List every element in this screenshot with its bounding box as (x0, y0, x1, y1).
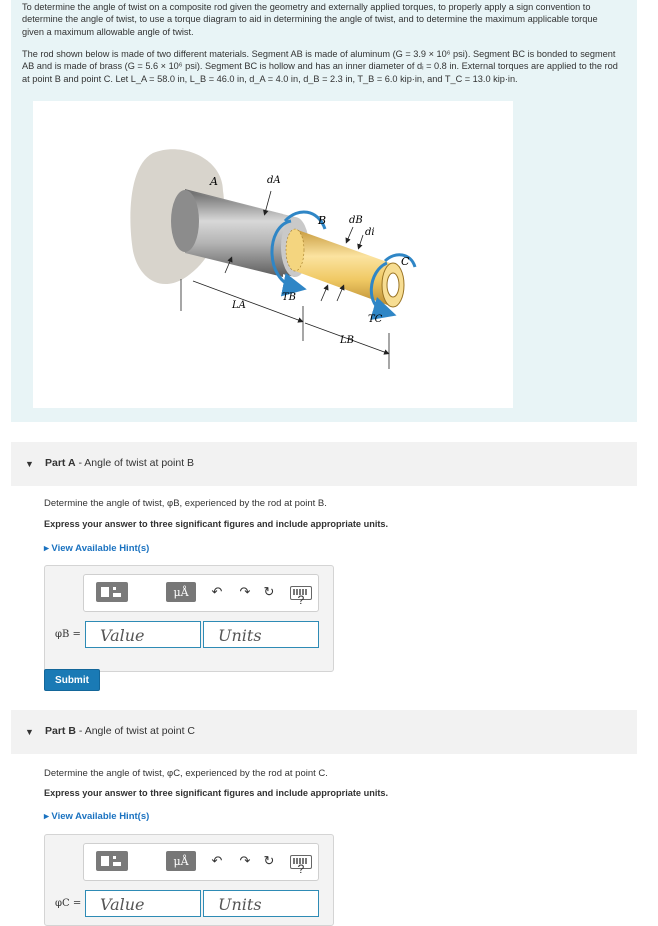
part-a-submit-button[interactable]: Submit (44, 669, 100, 691)
part-b-hints-label: View Available Hint(s) (51, 811, 150, 822)
part-a-answer-box (44, 565, 334, 672)
part-a-units-input[interactable]: Units (203, 621, 319, 648)
composite-rod-figure (33, 101, 513, 408)
part-b-math-toolbar (83, 843, 319, 881)
templates-icon[interactable] (96, 851, 128, 871)
collapse-triangle-icon[interactable]: ▼ (25, 727, 34, 737)
phi-b-label: φB = (55, 629, 81, 640)
disclosure-triangle-icon: ▸ (44, 811, 49, 822)
collapse-triangle-icon[interactable]: ▼ (25, 459, 34, 469)
label-db: dB (349, 215, 363, 226)
part-a-hints-link[interactable] (44, 543, 149, 554)
help-icon[interactable]: ? (297, 862, 305, 876)
part-a-instruction: Express your answer to three significant figures and include appropriate units. (44, 519, 389, 529)
label-tb: TB (282, 292, 297, 303)
templates-icon[interactable] (96, 582, 128, 602)
part-b-header[interactable] (11, 710, 637, 754)
part-b-answer-box (44, 834, 334, 926)
label-tc: TC (368, 314, 383, 325)
part-a-hints-label: View Available Hint(s) (51, 543, 150, 554)
part-a-header[interactable] (11, 442, 637, 486)
intro-objective: To determine the angle of twist on a composite rod given the geometry and externally applied torques, to properly apply a sign convention to determine the angle of twist, to use a torque diagram to aid in determining the angle of twist, and to determine the maximum applicable torque given a maximum allowable angle of twist. (22, 2, 598, 37)
label-a: A (210, 175, 218, 188)
label-di: di (365, 227, 375, 238)
part-b-hints-link[interactable] (44, 811, 149, 822)
part-a-title: - Angle of twist at point B (78, 457, 195, 469)
part-a-math-toolbar (83, 574, 319, 612)
part-b-value-input[interactable]: Value (85, 890, 201, 917)
label-da: dA (267, 175, 281, 186)
help-icon[interactable]: ? (297, 593, 305, 607)
part-b-prefix: Part B (45, 725, 76, 737)
label-b: B (318, 214, 327, 227)
intro-problem-statement: The rod shown below is made of two different materials. Segment AB is made of aluminum (G = 3.9 × 10⁶ psi). Segment BC is bonded to segment AB and is made of brass (G = 5.6 × 10⁶ psi). Segment BC is hollow and has an inner diameter of dᵢ = 0.8 in. External torques are applied to the rod at point B and point C. Let L_A = 58.0 in, L_B = 46.0 in, d_A = 4.0 in, d_B = 2.3 in, T_B = 6.0 kip·in, and T_C = 13.0 kip·in. (22, 49, 618, 84)
part-b-question: Determine the angle of twist, φC, experienced by the rod at point C. (44, 768, 328, 779)
undo-icon[interactable]: ↶ (211, 853, 223, 868)
part-a-value-input[interactable]: Value (85, 621, 201, 648)
label-lb: LB (340, 335, 354, 346)
redo-icon[interactable]: ↷ (239, 584, 251, 599)
part-a-prefix: Part A (45, 457, 76, 469)
problem-intro (11, 0, 637, 422)
segment-bc-brass (286, 229, 404, 307)
units-symbol-button[interactable]: μÅ (166, 851, 196, 871)
redo-icon[interactable]: ↷ (239, 853, 251, 868)
part-b-instruction: Express your answer to three significant figures and include appropriate units. (44, 788, 389, 798)
phi-c-label: φC = (55, 898, 82, 909)
disclosure-triangle-icon: ▸ (44, 543, 49, 554)
reset-icon[interactable]: ↻ (263, 584, 275, 599)
label-c: C (401, 255, 410, 268)
part-a-question: Determine the angle of twist, φB, experienced by the rod at point B. (44, 498, 327, 509)
rod-diagram (33, 101, 513, 408)
label-la: LA (232, 300, 246, 311)
reset-icon[interactable]: ↻ (263, 853, 275, 868)
units-symbol-button[interactable]: μÅ (166, 582, 196, 602)
undo-icon[interactable]: ↶ (211, 584, 223, 599)
part-b-units-input[interactable]: Units (203, 890, 319, 917)
part-b-title: - Angle of twist at point C (78, 725, 196, 737)
